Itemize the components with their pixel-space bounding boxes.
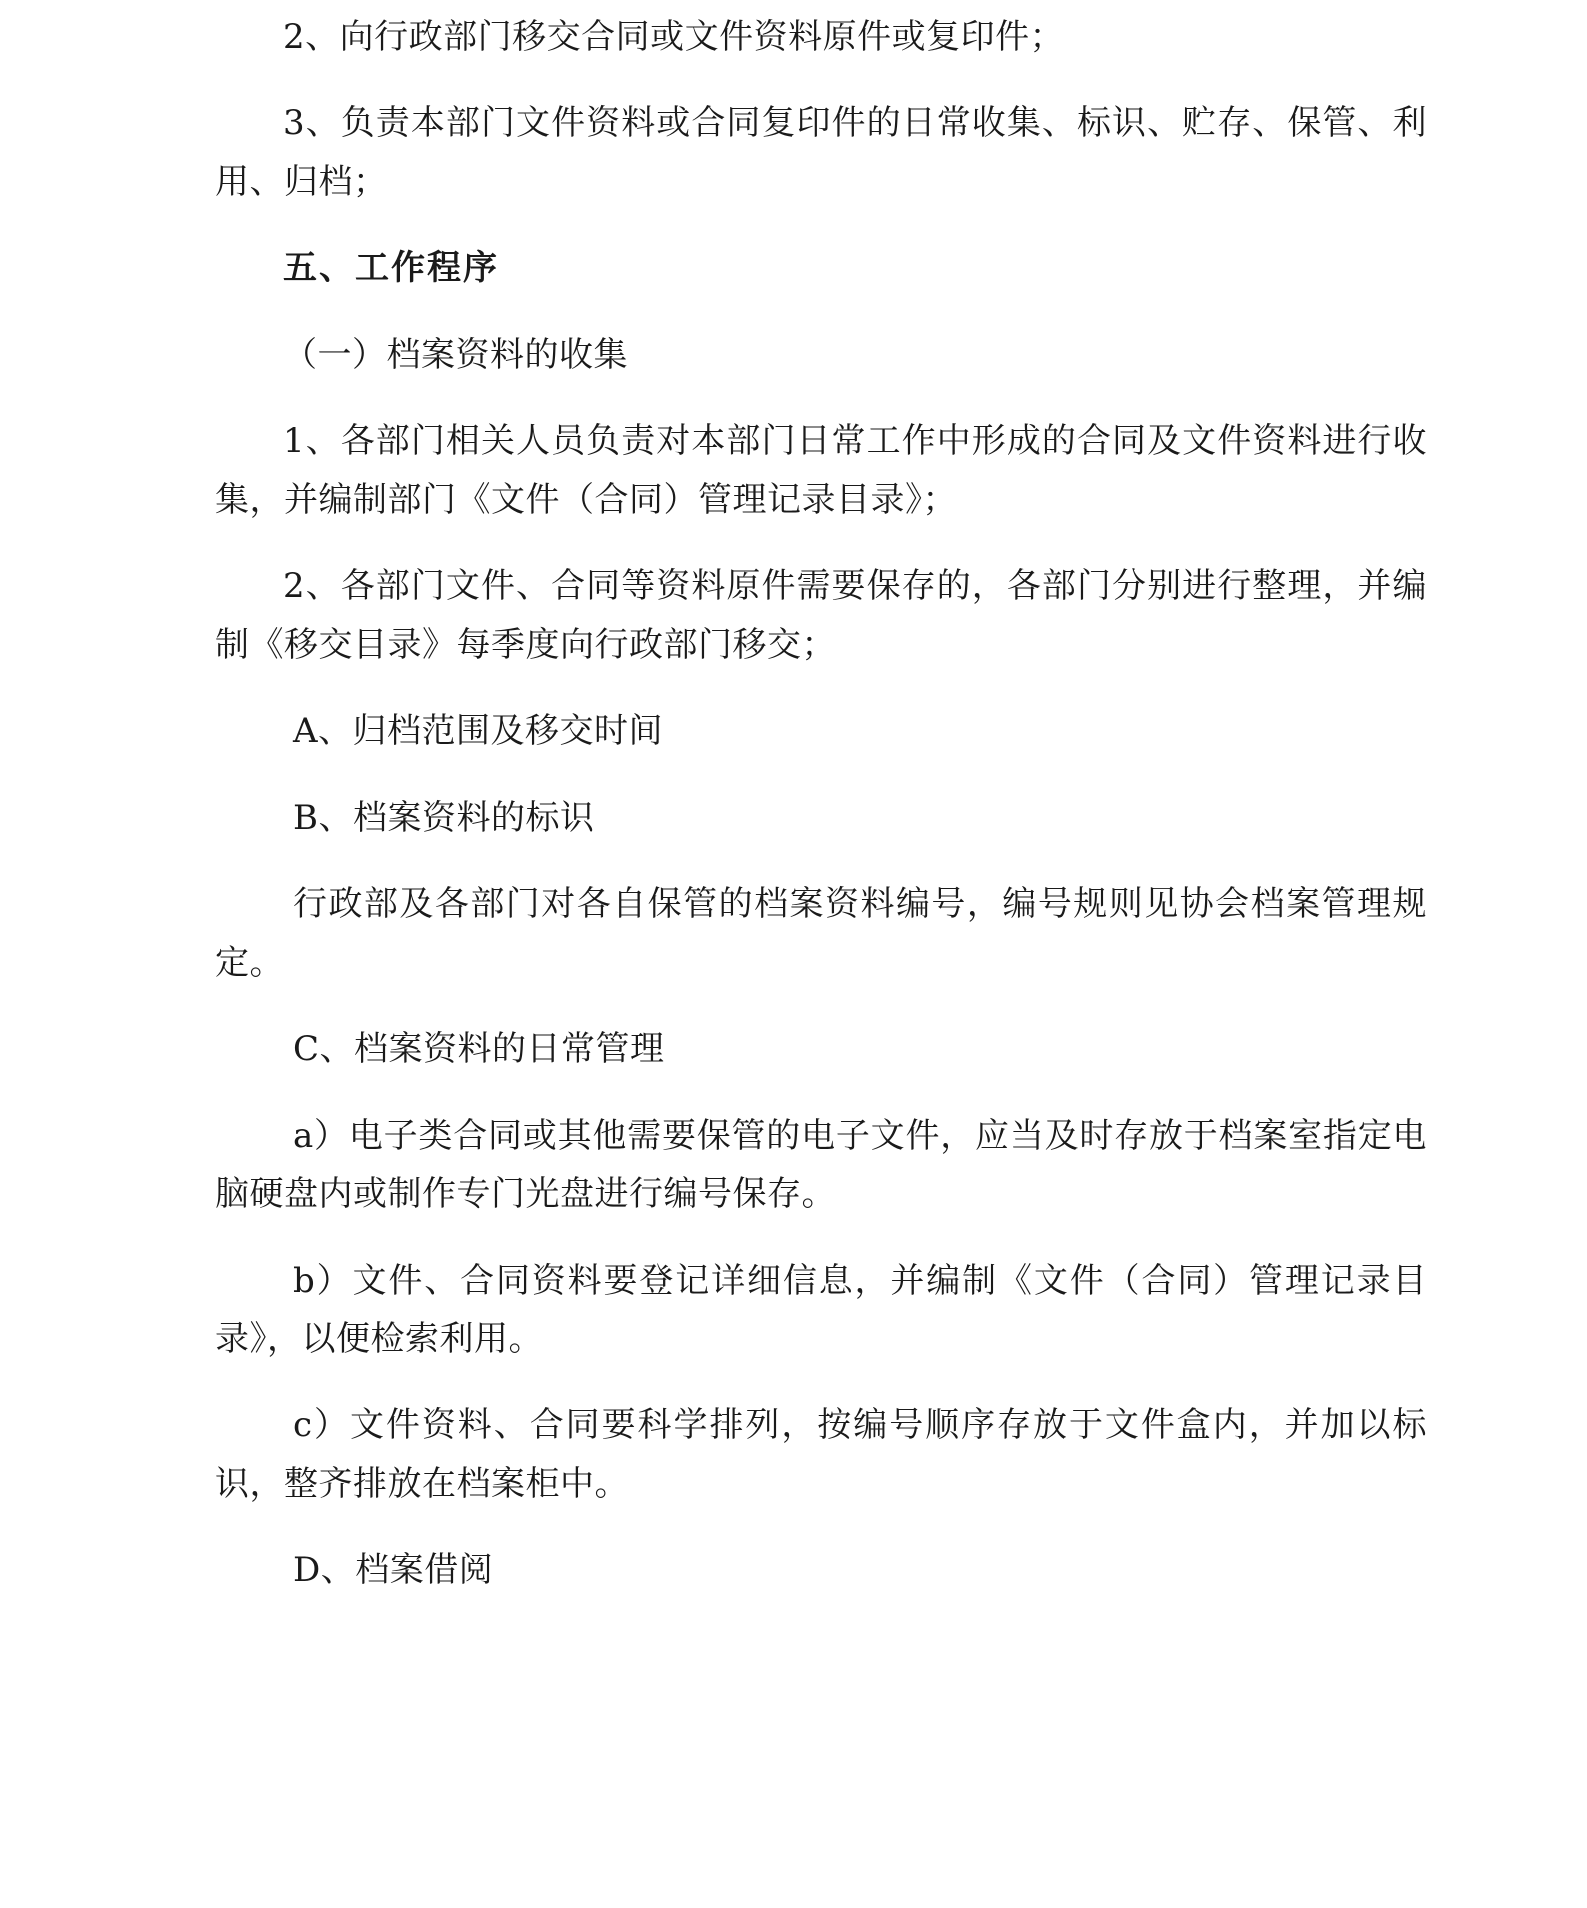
paragraph-point-c-c: c）文件资料、合同要科学排列，按编号顺序存放于文件盒内，并加以标识，整齐排放在档案柜中。 [215, 1405, 1427, 1504]
paragraph-collect-item-2: 2、各部门文件、合同等资料原件需要保存的，各部门分别进行整理，并编制《移交目录》每季度向行政部门移交； [215, 566, 1427, 665]
paragraph-point-a: A、归档范围及移交时间 [293, 711, 664, 752]
subsection-heading-collection: （一）档案资料的收集 [283, 334, 628, 375]
paragraph-collect-item-1: 1、各部门相关人员负责对本部门日常工作中形成的合同及文件资料进行收集，并编制部门《文件（合同）管理记录目录》； [215, 421, 1427, 520]
paragraph-point-c-a: a）电子类合同或其他需要保管的电子文件，应当及时存放于档案室指定电脑硬盘内或制作专门光盘进行编号保存。 [215, 1115, 1427, 1215]
section-heading-work-procedure: 五、工作程序 [283, 248, 499, 289]
paragraph-point-b: B、档案资料的标识 [293, 797, 595, 838]
paragraph-point-b-body: 行政部及各部门对各自保管的档案资料编号，编号规则见协会档案管理规定。 [215, 884, 1427, 983]
paragraph-point-d: D、档案借阅 [293, 1550, 494, 1591]
paragraph-item-2-transfer: 2、向行政部门移交合同或文件资料原件或复印件； [283, 17, 1065, 57]
paragraph-item-3-daily-collect: 3、负责本部门文件资料或合同复印件的日常收集、标识、贮存、保管、利用、归档； [215, 103, 1427, 202]
paragraph-point-c-b: b）文件、合同资料要登记详细信息，并编制《文件（合同）管理记录目录》，以便检索利用。 [215, 1260, 1427, 1359]
paragraph-point-c: C、档案资料的日常管理 [293, 1029, 665, 1070]
document-body [215, 0, 1427, 1600]
